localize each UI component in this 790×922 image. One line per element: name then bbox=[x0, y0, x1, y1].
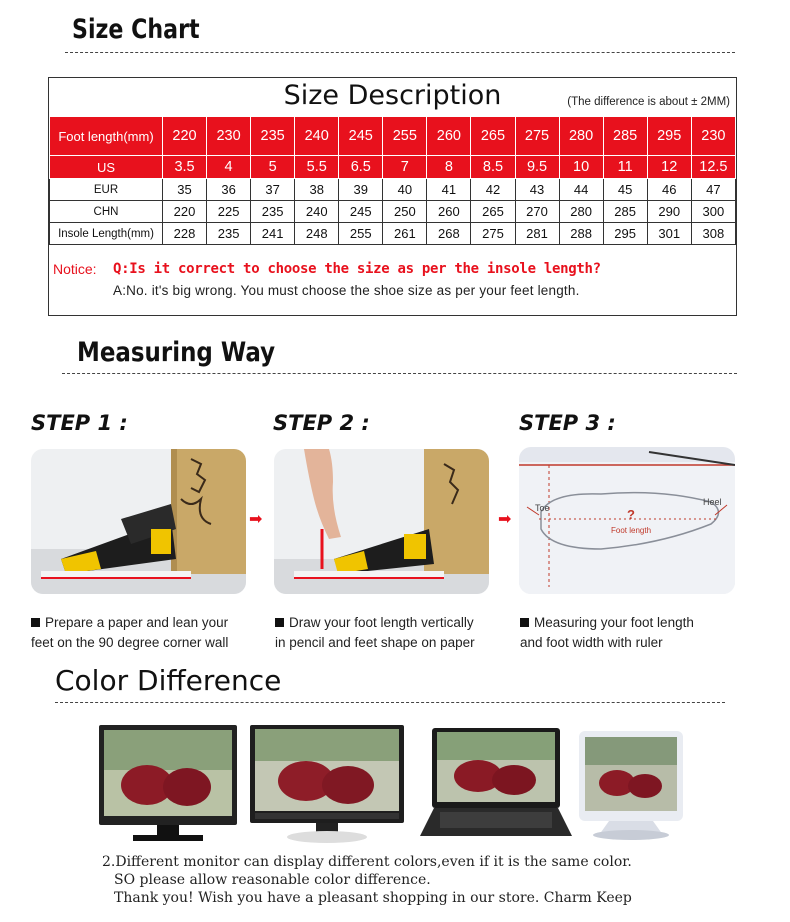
size-row bbox=[50, 117, 736, 156]
size-row-label: EUR bbox=[50, 179, 163, 201]
size-cell: 43 bbox=[515, 179, 559, 201]
step-1-photo bbox=[31, 449, 246, 594]
size-cell: 3.5 bbox=[163, 156, 207, 179]
size-row-label: US bbox=[50, 156, 163, 179]
size-cell: 47 bbox=[691, 179, 735, 201]
size-cell: 225 bbox=[207, 201, 251, 223]
size-cell: 36 bbox=[207, 179, 251, 201]
size-cell: 38 bbox=[295, 179, 339, 201]
size-table-box bbox=[48, 77, 737, 316]
size-cell: 5 bbox=[251, 156, 295, 179]
size-row bbox=[50, 201, 736, 223]
size-cell: 11 bbox=[603, 156, 647, 179]
size-cell: 270 bbox=[515, 201, 559, 223]
notice-label: Notice: bbox=[53, 261, 97, 277]
step-3-caption-line-2: and foot width with ruler bbox=[520, 635, 663, 650]
square-bullet-icon bbox=[31, 618, 40, 627]
size-cell: 295 bbox=[647, 117, 691, 156]
size-cell: 7 bbox=[383, 156, 427, 179]
size-cell: 245 bbox=[339, 117, 383, 156]
size-cell: 260 bbox=[427, 117, 471, 156]
toe-label: Toe bbox=[535, 503, 550, 513]
monitor-1-image bbox=[99, 725, 237, 845]
size-table-title: Size Description bbox=[283, 80, 502, 111]
divider bbox=[55, 702, 725, 703]
laptop-image bbox=[420, 728, 572, 838]
size-cell: 8 bbox=[427, 156, 471, 179]
size-cell: 39 bbox=[339, 179, 383, 201]
size-cell: 35 bbox=[163, 179, 207, 201]
color-difference-heading: Color Difference bbox=[55, 664, 282, 697]
measuring-way-heading: Measuring Way bbox=[77, 337, 276, 368]
arrow-right-icon: ➡ bbox=[498, 511, 512, 528]
size-row bbox=[50, 179, 736, 201]
size-cell: 255 bbox=[339, 223, 383, 245]
size-cell: 265 bbox=[471, 201, 515, 223]
size-cell: 4 bbox=[207, 156, 251, 179]
size-cell: 265 bbox=[471, 117, 515, 156]
size-cell: 230 bbox=[207, 117, 251, 156]
size-cell: 230 bbox=[691, 117, 735, 156]
size-cell: 308 bbox=[691, 223, 735, 245]
size-cell: 46 bbox=[647, 179, 691, 201]
size-cell: 8.5 bbox=[471, 156, 515, 179]
size-cell: 255 bbox=[383, 117, 427, 156]
size-cell: 235 bbox=[251, 201, 295, 223]
color-difference-line-2: SO please allow reasonable color difference. bbox=[114, 872, 431, 888]
size-cell: 6.5 bbox=[339, 156, 383, 179]
size-cell: 240 bbox=[295, 201, 339, 223]
size-row-label: Foot length(mm) bbox=[50, 117, 163, 156]
size-cell: 41 bbox=[427, 179, 471, 201]
size-cell: 288 bbox=[559, 223, 603, 245]
square-bullet-icon bbox=[520, 618, 529, 627]
size-cell: 281 bbox=[515, 223, 559, 245]
size-cell: 248 bbox=[295, 223, 339, 245]
size-cell: 301 bbox=[647, 223, 691, 245]
step-2-title: STEP 2 : bbox=[273, 411, 370, 435]
divider bbox=[65, 52, 735, 53]
step-2-caption-line-1: Draw your foot length vertically bbox=[289, 615, 474, 630]
size-cell: 290 bbox=[647, 201, 691, 223]
color-difference-line-1: 2.Different monitor can display different colors,even if it is the same color. bbox=[102, 854, 632, 870]
size-chart-heading: Size Chart bbox=[72, 14, 200, 45]
size-row bbox=[50, 156, 736, 179]
foot-length-label: Foot length bbox=[611, 526, 652, 535]
size-row-label: Insole Length(mm) bbox=[50, 223, 163, 245]
square-bullet-icon bbox=[275, 618, 284, 627]
size-cell: 245 bbox=[339, 201, 383, 223]
step-3-title: STEP 3 : bbox=[519, 411, 616, 435]
size-cell: 5.5 bbox=[295, 156, 339, 179]
step-2-photo bbox=[274, 449, 489, 594]
step-2-caption-line-2: in pencil and feet shape on paper bbox=[275, 635, 475, 650]
size-cell: 280 bbox=[559, 201, 603, 223]
size-tolerance-note: (The difference is about ± 2MM) bbox=[567, 96, 730, 108]
size-cell: 40 bbox=[383, 179, 427, 201]
size-cell: 268 bbox=[427, 223, 471, 245]
step-1-title: STEP 1 : bbox=[31, 411, 128, 435]
size-cell: 261 bbox=[383, 223, 427, 245]
size-cell: 275 bbox=[515, 117, 559, 156]
step-1-caption-line-2: feet on the 90 degree corner wall bbox=[31, 635, 229, 650]
size-cell: 235 bbox=[207, 223, 251, 245]
size-cell: 295 bbox=[603, 223, 647, 245]
size-cell: 220 bbox=[163, 117, 207, 156]
size-cell: 235 bbox=[251, 117, 295, 156]
size-cell: 12.5 bbox=[691, 156, 735, 179]
notice-answer: A:No. it's big wrong. You must choose the shoe size as per your feet length. bbox=[113, 283, 580, 298]
divider bbox=[62, 373, 737, 374]
size-cell: 240 bbox=[295, 117, 339, 156]
size-row-label: CHN bbox=[50, 201, 163, 223]
size-cell: 9.5 bbox=[515, 156, 559, 179]
heel-label: Heel bbox=[703, 497, 722, 507]
size-cell: 280 bbox=[559, 117, 603, 156]
size-table bbox=[49, 116, 736, 245]
size-cell: 241 bbox=[251, 223, 295, 245]
size-cell: 228 bbox=[163, 223, 207, 245]
monitor-2-image bbox=[250, 725, 404, 847]
size-cell: 250 bbox=[383, 201, 427, 223]
size-cell: 44 bbox=[559, 179, 603, 201]
size-cell: 285 bbox=[603, 201, 647, 223]
color-difference-caption bbox=[102, 853, 632, 907]
notice-question: Q:Is it correct to choose the size as per the insole length? bbox=[113, 261, 601, 277]
step-3-photo bbox=[519, 447, 735, 594]
size-cell: 260 bbox=[427, 201, 471, 223]
size-cell: 10 bbox=[559, 156, 603, 179]
crt-monitor-image bbox=[579, 731, 683, 841]
step-2-caption bbox=[275, 613, 475, 653]
step-3-caption bbox=[520, 613, 694, 653]
size-cell: 285 bbox=[603, 117, 647, 156]
question-mark-label: ? bbox=[627, 507, 635, 522]
size-cell: 275 bbox=[471, 223, 515, 245]
arrow-right-icon: ➡ bbox=[249, 511, 263, 528]
step-1-caption bbox=[31, 613, 228, 653]
size-cell: 12 bbox=[647, 156, 691, 179]
color-difference-line-3: Thank you! Wish you have a pleasant shopping in our store. Charm Keep bbox=[114, 890, 632, 906]
size-cell: 300 bbox=[691, 201, 735, 223]
size-cell: 42 bbox=[471, 179, 515, 201]
step-1-caption-line-1: Prepare a paper and lean your bbox=[45, 615, 229, 630]
size-cell: 220 bbox=[163, 201, 207, 223]
size-cell: 37 bbox=[251, 179, 295, 201]
size-cell: 45 bbox=[603, 179, 647, 201]
step-3-caption-line-1: Measuring your foot length bbox=[534, 615, 694, 630]
size-row bbox=[50, 223, 736, 245]
